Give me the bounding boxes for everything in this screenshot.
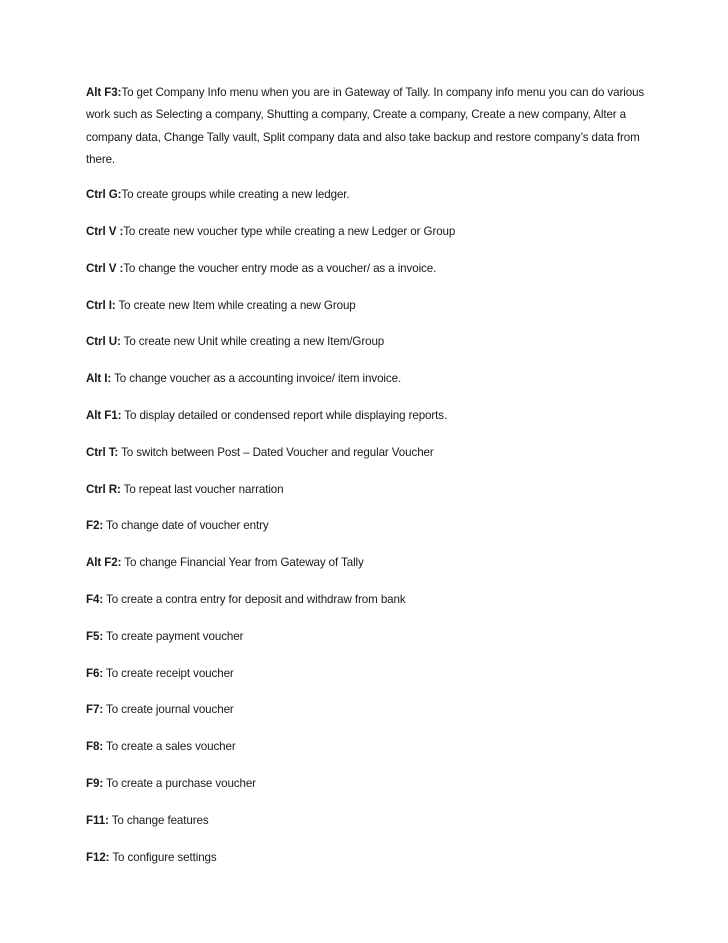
shortcut-description: To switch between Post – Dated Voucher and regular Voucher (118, 445, 434, 459)
shortcut-entry (86, 258, 646, 280)
shortcut-entry (86, 810, 646, 832)
shortcut-key: Ctrl R: (86, 482, 121, 496)
shortcut-entry (86, 515, 646, 537)
shortcut-key: F2: (86, 519, 104, 533)
shortcut-description: To change features (108, 813, 209, 827)
shortcut-key: F11: (86, 813, 109, 827)
shortcut-description: To change the voucher entry mode as a voucher/ as a invoice. (123, 261, 437, 275)
shortcut-key: F12: (86, 850, 110, 864)
document-page (86, 82, 646, 883)
shortcut-entry (86, 295, 646, 317)
shortcut-entry (86, 442, 646, 464)
shortcut-entry (86, 405, 646, 427)
shortcut-entry (86, 368, 646, 390)
shortcut-description: To change Financial Year from Gateway of Tally (121, 556, 364, 570)
shortcut-key: Ctrl T: (86, 445, 119, 459)
shortcut-key: Ctrl V : (86, 261, 124, 275)
shortcut-description: To create receipt voucher (103, 666, 234, 680)
shortcut-key: F6: (86, 666, 104, 680)
shortcut-entry (86, 736, 646, 758)
shortcut-description: To create a sales voucher (103, 740, 236, 754)
shortcut-entry (86, 589, 646, 611)
shortcut-description: To create journal voucher (103, 703, 234, 717)
shortcut-description: To change date of voucher entry (103, 519, 269, 533)
shortcut-description: To repeat last voucher narration (120, 482, 284, 496)
shortcut-entry (86, 184, 646, 206)
shortcut-key: F9: (86, 776, 104, 790)
shortcut-key: Alt F3: (86, 86, 122, 99)
shortcut-key: Ctrl G: (86, 188, 122, 202)
shortcut-entry (86, 221, 646, 243)
shortcut-description: To change voucher as a accounting invoice/ item invoice. (111, 372, 402, 386)
shortcut-description: To create a purchase voucher (103, 776, 256, 790)
shortcut-description: To create new Unit while creating a new Item/Group (120, 335, 385, 349)
shortcut-key: Alt F1: (86, 408, 122, 422)
shortcut-key: Ctrl V : (86, 224, 124, 238)
shortcut-key: Alt F2: (86, 556, 122, 570)
shortcut-entry (86, 331, 646, 353)
shortcut-entry (86, 552, 646, 574)
shortcut-key: Alt I: (86, 372, 112, 386)
shortcut-entry (86, 847, 646, 869)
shortcut-entry (86, 699, 646, 721)
shortcut-description: To get Company Info menu when you are in Gateway of Tally. In company info menu you can do various work such as Selecting a company, Shutting a company, Create a company, Create a new company, Alter a company data, Change Tally vault, Split company data and also take backup and restore company’s data from there. (86, 86, 645, 166)
shortcut-key: F5: (86, 629, 104, 643)
shortcut-description: To create new voucher type while creating a new Ledger or Group (123, 224, 456, 238)
shortcut-entry (86, 773, 646, 795)
shortcut-key: F7: (86, 703, 104, 717)
shortcut-description: To create a contra entry for deposit and withdraw from bank (103, 592, 406, 606)
shortcut-description: To display detailed or condensed report while displaying reports. (121, 408, 448, 422)
shortcut-entry (86, 479, 646, 501)
shortcut-entry (86, 663, 646, 685)
shortcut-description: To create groups while creating a new ledger. (121, 188, 350, 202)
shortcut-description: To create payment voucher (103, 629, 244, 643)
shortcut-description: To configure settings (109, 850, 217, 864)
intro-paragraph (86, 82, 646, 171)
shortcut-key: Ctrl U: (86, 335, 121, 349)
shortcut-entry (86, 626, 646, 648)
shortcut-key: F8: (86, 740, 104, 754)
shortcut-key: F4: (86, 592, 104, 606)
shortcut-description: To create new Item while creating a new Group (115, 298, 356, 312)
shortcut-key: Ctrl I: (86, 298, 116, 312)
